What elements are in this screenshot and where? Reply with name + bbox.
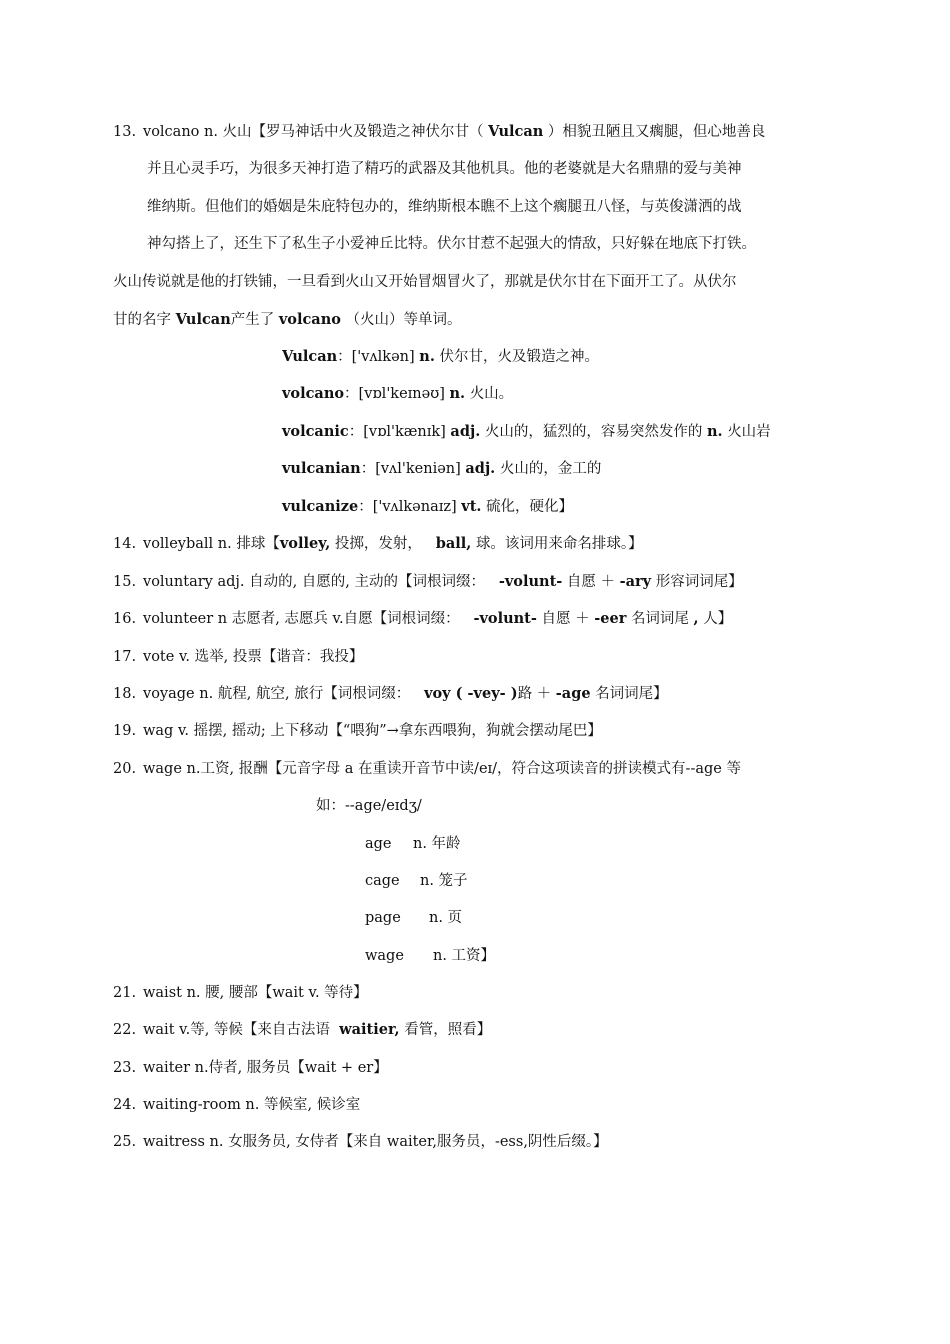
derived-word-line: volcano：[vɒl'keɪnəʊ] n. 火山。 (282, 385, 514, 402)
entry-13-line-3: 维纳斯。但他们的婚姻是朱庇特包办的，维纳斯根本瞧不上这个瘸腿丑八怪，与英俊潇洒的战 (147, 199, 742, 215)
entry-17: 17. vote v. 选举, 投票【谐音：我投】 (113, 649, 364, 665)
derived-word-line: vulcanian：[vʌl'keniən] adj. 火山的，金工的 (282, 460, 602, 477)
entry-15: 15. voluntary adj. 自动的, 自愿的, 主动的【词根词缀： -volunt- 自愿 ＋ -ary 形容词词尾】 (113, 573, 743, 590)
entry-25: 25. waitress n. 女服务员, 女侍者【来自 waiter,服务员，-ess,阴性后缀。】 (113, 1134, 608, 1150)
age-pattern-word: wage n. 工资】 (365, 948, 496, 964)
entry-21: 21. waist n. 腰, 腰部【wait v. 等待】 (113, 985, 368, 1001)
derived-word-line: vulcanize：['vʌlkənaɪz] vt. 硫化，硬化】 (282, 498, 574, 515)
age-pattern-word: age n. 年龄 (365, 836, 461, 852)
entry-13-line-1: 13. volcano n. 火山【罗马神话中火及锻造之神伏尔甘（ Vulcan ）相貌丑陋且又瘸腿，但心地善良 (113, 123, 766, 140)
entry-14: 14. volleyball n. 排球【volley, 投掷，发射， ball, 球。该词用来命名排球。】 (113, 535, 643, 552)
entry-number: 13. (113, 124, 137, 140)
entry-13-line-2: 并且心灵手巧，为很多天神打造了精巧的武器及其他机具。他的老婆就是大名鼎鼎的爱与美神 (147, 161, 742, 177)
entry-13-line-4: 神勾搭上了，还生下了私生子小爱神丘比特。伏尔甘惹不起强大的情敌，只好躲在地底下打铁。 (147, 236, 756, 252)
entry-23: 23. waiter n.侍者, 服务员【wait + er】 (113, 1060, 388, 1076)
entry-18: 18. voyage n. 航程, 航空, 旅行【词根词缀： voy ( -vey- )路 ＋ -age 名词词尾】 (113, 685, 668, 702)
entry-22: 22. wait v.等, 等候【来自古法语 waitier, 看管，照看】 (113, 1021, 492, 1038)
term-vulcan: Vulcan (488, 123, 544, 140)
derived-word-line: volcanic：[vɒl'kænɪk] adj. 火山的，猛烈的，容易突然发作的 n. 火山岩 (282, 423, 771, 440)
age-pattern-word: cage n. 笼子 (365, 873, 468, 889)
entry-19: 19. wag v. 摇摆, 摇动; 上下移动【“喂狗”→拿东西喂狗，狗就会摆动尾巴】 (113, 723, 602, 739)
entry-16: 16. volunteer n 志愿者, 志愿兵 v.自愿【词根词缀： -volunt- 自愿 ＋ -eer 名词词尾 , 人】 (113, 610, 733, 627)
entry-24: 24. waiting-room n. 等候室, 候诊室 (113, 1097, 361, 1113)
entry-13-line-6: 甘的名字 Vulcan产生了 volcano （火山）等单词。 (113, 311, 462, 328)
age-pattern-word: page n. 页 (365, 910, 463, 926)
age-pattern-intro: 如：--age/eɪdʒ/ (316, 798, 422, 814)
entry-13-line-5: 火山传说就是他的打铁铺，一旦看到火山又开始冒烟冒火了，那就是伏尔甘在下面开工了。从伏尔 (113, 274, 737, 290)
derived-word-line: Vulcan：['vʌlkən] n. 伏尔甘，火及锻造之神。 (282, 348, 599, 365)
entry-20: 20. wage n.工资, 报酬【元音字母 a 在重读开音节中读/eɪ/，符合这项读音的拼读模式有--age 等 (113, 761, 741, 777)
